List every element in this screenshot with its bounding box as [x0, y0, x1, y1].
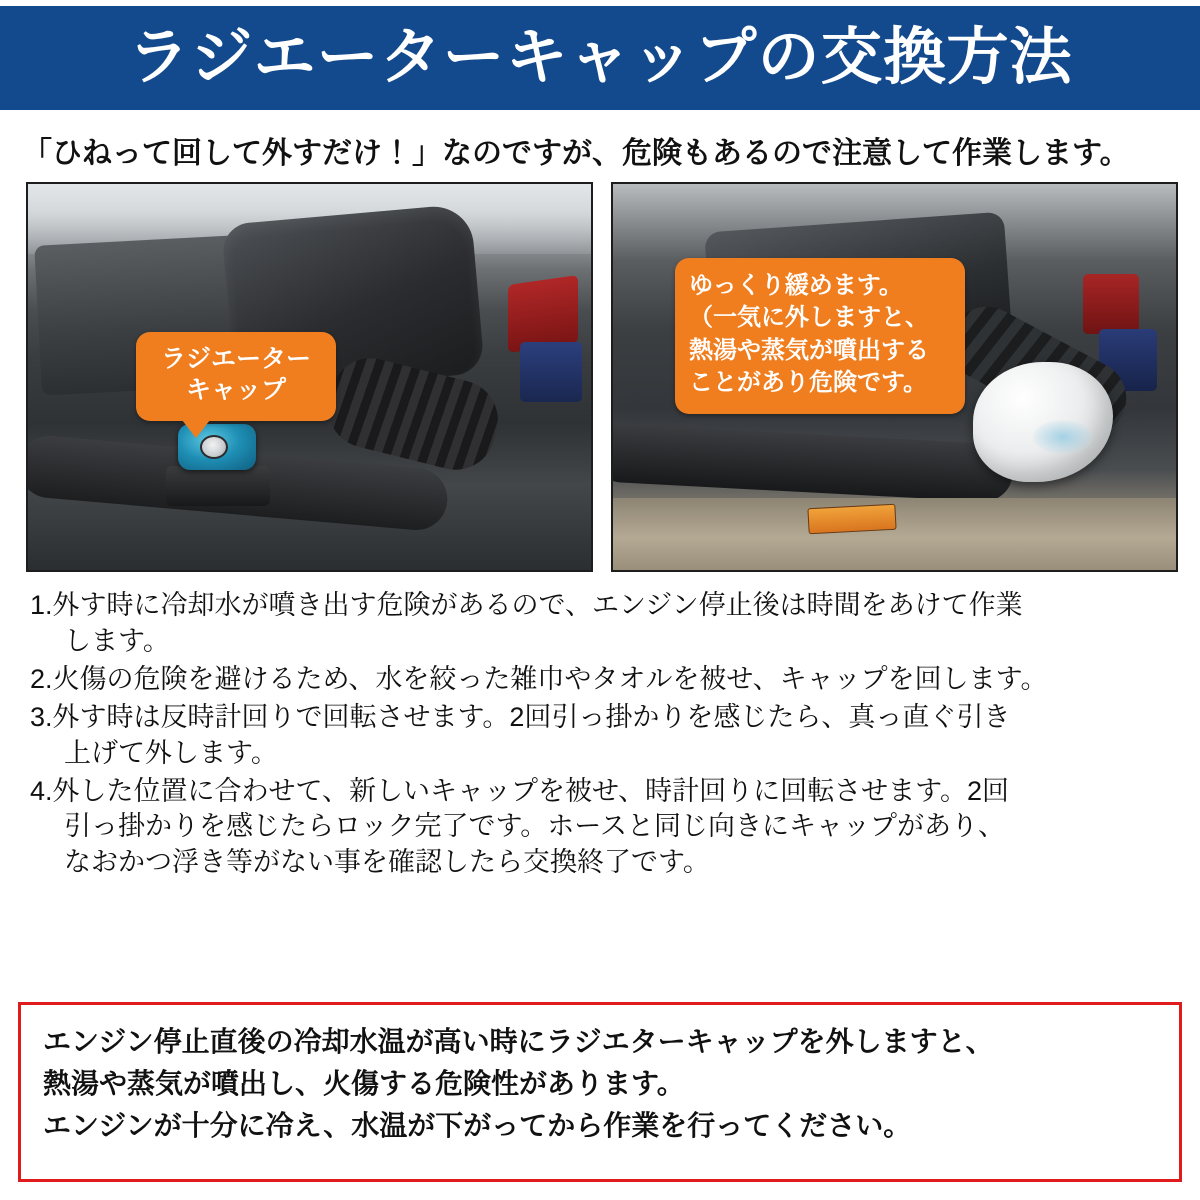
warning-line: 熱湯や蒸気が噴出し、火傷する危険性があります。	[43, 1068, 685, 1099]
step-line: 3.外す時は反時計回りで回転させます。2回引っ掛かりを感じたら、真っ直ぐ引き	[30, 701, 1011, 732]
loosening-cap-photo	[611, 182, 1178, 572]
fuse-box-red-shape	[1083, 274, 1139, 334]
callout-line: キャップ	[185, 376, 286, 405]
radiator-neck-shape	[166, 466, 270, 506]
callout-line: ことがあり危険です。	[689, 369, 928, 397]
step-line: 1.外す時に冷却水が噴き出す危険があるので、エンジン停止後は時間をあけて作業	[30, 590, 1023, 620]
step-line: 4.外した位置に合わせて、新しいキャップを被せ、時計回りに回転させます。2回	[30, 775, 1010, 806]
loosen-slowly-callout	[675, 258, 965, 414]
step-line: なおかつ浮き等がない事を確認したら交換終了です。	[64, 847, 710, 878]
radiator-cap-photo	[26, 182, 593, 572]
step-item-1	[30, 588, 1175, 660]
page-header	[0, 6, 1200, 110]
radiator-cap-callout	[136, 332, 336, 421]
step-item-2	[30, 662, 1175, 698]
step-line: 引っ掛かりを感じたらロック完了です。ホースと同じ向きにキャップがあり、	[64, 811, 1005, 842]
step-item-3	[30, 700, 1175, 772]
lead-text: 「ひねって回して外すだけ！」なのですが、危険もあるので注意して作業します。	[22, 137, 1130, 170]
warning-line: エンジンが十分に冷え、水温が下がってから作業を行ってください。	[43, 1110, 912, 1141]
air-intake-hose-shape	[320, 350, 507, 478]
step-item-4	[30, 774, 1175, 882]
callout-line: 熱湯や蒸気が噴出する	[689, 336, 929, 364]
page-title: ラジエーターキャップの交換方法	[127, 23, 1073, 92]
callout-line: （一気に外しますと、	[689, 304, 929, 332]
callout-line: ゆっくり緩めます。	[689, 272, 903, 299]
fuse-box-blue-shape	[520, 342, 582, 402]
step-line: 2.火傷の危険を避けるため、水を絞った雑巾やタオルを被せ、キャップを回します。	[30, 663, 1048, 694]
step-line: します。	[64, 625, 170, 656]
step-line: 上げて外します。	[64, 737, 278, 768]
steps-list	[30, 588, 1175, 883]
callout-line: ラジエーター	[160, 345, 311, 373]
lower-hose-shape	[611, 423, 1014, 503]
warning-box	[18, 1002, 1182, 1182]
towel-shape	[973, 362, 1113, 482]
photo-row	[26, 182, 1178, 572]
warning-sticker-shape	[807, 504, 896, 535]
warning-line: エンジン停止直後の冷却水温が高い時にラジエターキャップを外しますと、	[43, 1026, 994, 1057]
